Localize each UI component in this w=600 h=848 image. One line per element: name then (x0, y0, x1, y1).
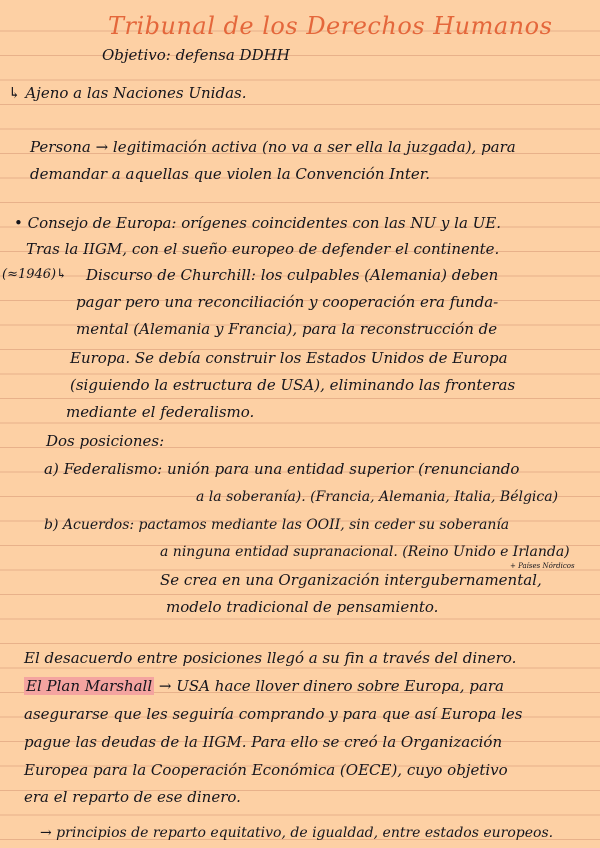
persona-line-1: Persona → legitimación activa (no va a ser ella la juzgada), para (30, 138, 516, 156)
plan-line-2 (24, 676, 504, 696)
consejo-line-6: Europa. Se debía construir los Estados Unidos de Europa (70, 349, 508, 367)
persona-line-2: demandar a aquellas que violen la Convención Inter. (30, 165, 431, 183)
plan-line-6: era el reparto de ese dinero. (24, 788, 241, 806)
position-b-line-2: a ninguna entidad supranacional. (Reino Unido e Irlanda) (160, 544, 570, 560)
sub-note: ↳ Ajeno a las Naciones Unidas. (8, 84, 247, 102)
plan-line-2-rest: → USA hace llover dinero sobre Europa, para (154, 677, 504, 695)
consejo-year: (≈1946)↳ (2, 267, 68, 282)
position-a-line-2: a la soberanía). (Francia, Alemania, Italia, Bélgica) (196, 489, 559, 505)
position-a-line-1: a) Federalismo: unión para una entidad superior (renunciando (44, 460, 520, 478)
consejo-line-3: Discurso de Churchill: los culpables (Alemania) deben (86, 266, 499, 284)
positions-heading: Dos posiciones: (46, 432, 165, 450)
position-b-line-1: b) Acuerdos: pactamos mediante las OOII, sin ceder su soberanía (44, 517, 510, 533)
position-b-note: + Países Nórdicos (510, 562, 575, 570)
plan-marshall-highlight: El Plan Marshall (26, 677, 153, 695)
position-b-line-3: Se crea en una Organización intergubernamental, (160, 571, 542, 589)
plan-line-5: Europea para la Cooperación Económica (OECE), cuyo objetivo (24, 761, 508, 779)
plan-line-4: pague las deudas de la IIGM. Para ello se creó la Organización (24, 733, 503, 751)
consejo-line-7: (siguiendo la estructura de USA), eliminando las fronteras (70, 376, 516, 394)
plan-line-3: asegurarse que les seguiría comprando y para que así Europa les (24, 705, 523, 723)
consejo-line-5: mental (Alemania y Francia), para la reconstrucción de (76, 320, 498, 338)
consejo-line-1: • Consejo de Europa: orígenes coincidentes con las NU y la UE. (14, 214, 502, 232)
consejo-line-2: Tras la IIGM, con el sueño europeo de defender el continente. (26, 240, 500, 258)
objective-line: Objetivo: defensa DDHH (102, 46, 290, 64)
plan-line-1: El desacuerdo entre posiciones llegó a su fin a través del dinero. (24, 649, 517, 667)
consejo-line-8: mediante el federalismo. (66, 403, 255, 421)
page-title: Tribunal de los Derechos Humanos (108, 12, 553, 40)
consejo-line-4: pagar pero una reconciliación y cooperación era funda- (76, 293, 499, 311)
footer-note: → principios de reparto equitativo, de igualdad, entre estados europeos. (40, 825, 554, 841)
position-b-line-4: modelo tradicional de pensamiento. (166, 598, 439, 616)
